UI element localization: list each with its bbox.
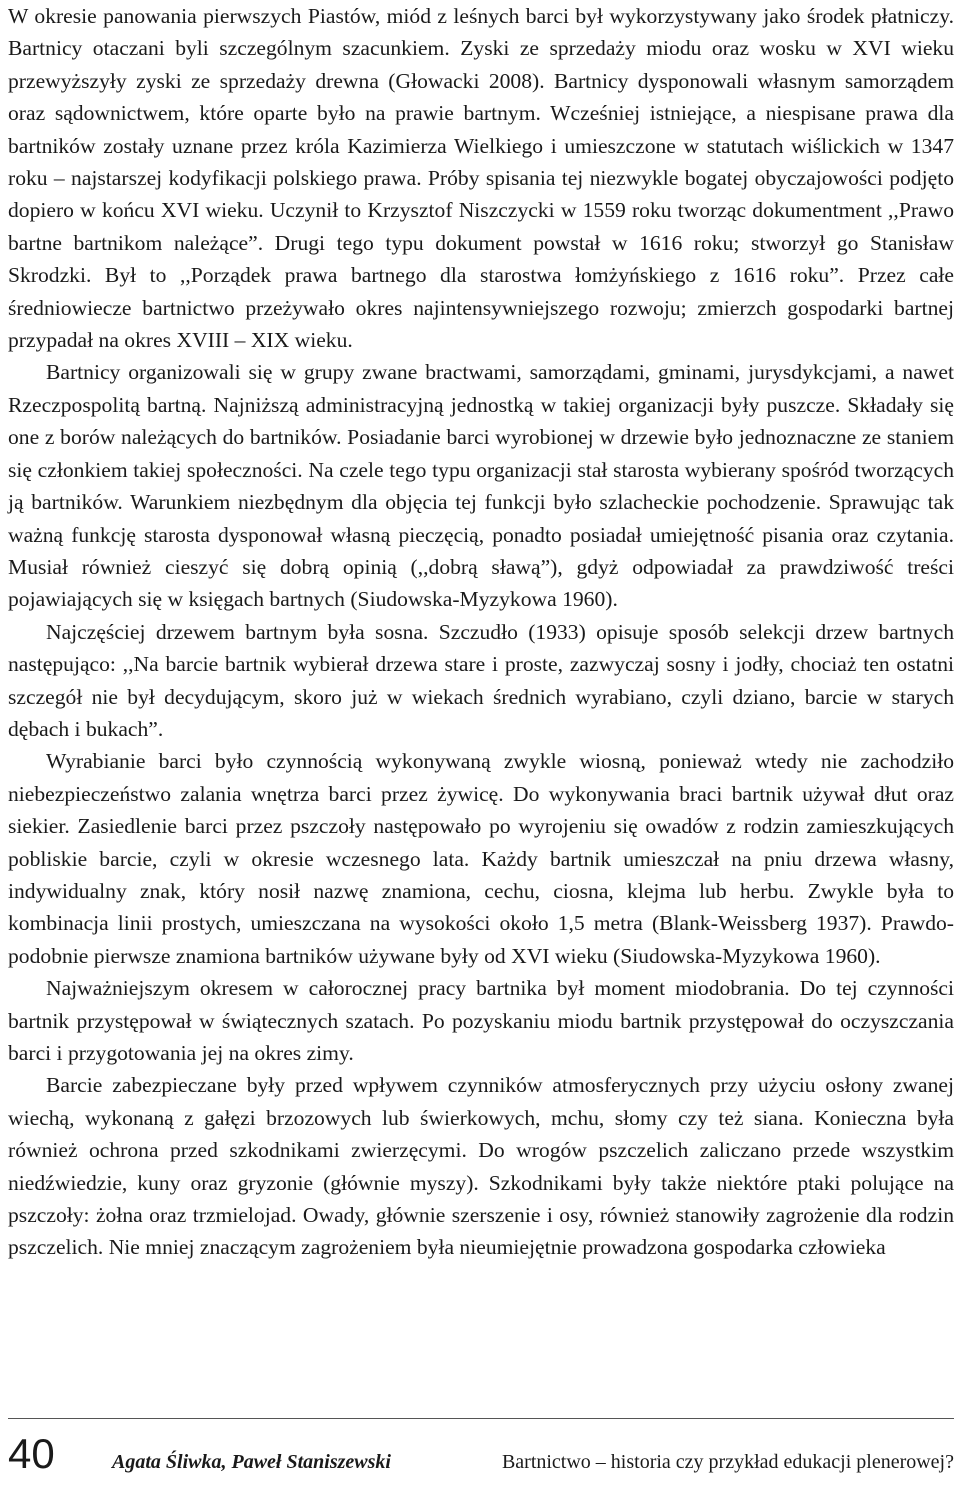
paragraph: Najważniejszym okresem w całorocznej pracy bartnika był moment miodobrania. Do tej czynności bartnik przystępował w świątecznych szatach. Po pozyskaniu miodu bartnik przystępował do oczyszczania barci i przygotowania jej na okres zimy. (8, 976, 954, 1065)
paragraph: W okresie panowania pierwszych Piastów, miód z leśnych barci był wykorzystywany jako środek płatniczy. Bartnicy otaczani byli szczególnym szacunkiem. Zyski ze sprzedaży miodu oraz wosku w XVI wieku przewyższyły zyski ze sprzedaży drewna (Głowacki 2008). Bartnicy dysponowali własnym samorządem oraz sądownictwem, które oparte było na prawie bartnym. Wcześniej istniejące, a niespisane prawa dla bartników zostały uznane przez króla Kazimierza Wielkiego i umieszczone w statutach wiślickich w 1347 roku – najstarszej kodyfikacji polskiego prawa. Próby spisania tej niezwykle bogatej obyczajowości podjęto dopiero w końcu XVI wieku. Uczynił to Krzysztof Niszczycki w 1559 roku tworząc dokumentment ,,Prawo bartne bartnikom należące”. Drugi tego typu dokument powstał w 1616 roku; stworzył go Stanisław Skrodzki. Był to ,,Porządek prawa bartnego dla starostwa łomżyńskiego z 1616 roku”. Przez całe średniowiecze bartnictwo przeżywało okres najintensywniejszego rozwoju; zmierzch gospodarki bartnej przypadał na okres XVIII – XIX wieku. (8, 4, 954, 353)
paragraph: Bartnicy organizowali się w grupy zwane bractwami, samorządami, gminami, jurysdykcjami, a nawet Rzeczpospolitą bartną. Najniższą administracyjną jednostką w takiej organizacji były puszcze. Składały się one z borów należących do bartników. Posiadanie barci wyrobionej w drzewie było jednoznaczne ze staniem się członkiem takiej społeczności. Na czele tego typu organizacji stał starosta wybierany spośród tworzących ją bartników. Warunkiem niezbędnym dla objęcia tej funkcji było szlacheckie pochodzenie. Sprawując tak ważną funkcję starosta dysponował własną pieczęcią, ponadto posiadał umiejętność pisania oraz czytania. Musiał również cieszyć się dobrą opinią (,,dobrą sławą”), gdyż odpowiadał za prawdziwość treści pojawiających się w księgach bartnych (Siudowska-Myzykowa 1960). (8, 360, 954, 612)
footer-rule (8, 1418, 954, 1419)
page-body (8, 0, 954, 1264)
paragraph: Barcie zabezpieczane były przed wpływem czynników atmosferycznych przy użyciu osłony zwanej wiechą, wykonaną z gałęzi brzozowych lub świerkowych, mchu, słomy czy też siana. Konieczna była również ochrona przed szkodnikami zwierzęcymi. Do wrogów pszczelich zaliczano przede wszystkim niedźwiedzie, kuny oraz gryzonie (głównie myszy). Szkodnikami były także niektóre ptaki polujące na pszczoły: żołna oraz trzmielojad. Owady, głównie szerszenie i osy, również stanowiły zagrożenie dla rodzin pszczelich. Nie mniej znaczącym zagrożeniem była nieumiejętnie prowadzona gospodarka człowieka (8, 1073, 954, 1260)
paragraph: Wyrabianie barci było czynnością wykonywaną zwykle wiosną, ponieważ wtedy nie zachodziło niebezpieczeństwo zalania wnętrza barci przez żywicę. Do wykonywania braci bartnik używał dłut oraz siekier. Zasiedlenie barci przez pszczoły następowało po wyrojeniu się owadów z rodzin zamieszkujących pobliskie barcie, czyli w okresie wczesnego lata. Każdy bartnik umieszczał na pniu drzewa własny, indywidualny znak, który nosił nazwę znamiona, cechu, ciosna, klejma lub herbu. Zwykle była to kombinacja linii prostych, umieszczana na wysokości około 1,5 metra (Blank-Weissberg 1937). Prawdopodobnie pierwsze znamiona bartników używane były od XVI wieku (Siudowska-Myzykowa 1960). (8, 749, 954, 968)
footer-running-title: Bartnictwo – historia czy przykład edukacji plenerowej? (501, 1451, 954, 1473)
paragraph: Najczęściej drzewem bartnym była sosna. Szczudło (1933) opisuje sposób selekcji drzew bartnych następująco: ,,Na barcie bartnik wybierał drzewa stare i proste, zazwyczaj sosny i jodły, chociaż ten ostatni szczegół nie był decydującym, skoro już w wiekach średnich wyrabiano, czyli dziano, barcie w starych dębach i bukach”. (8, 619, 954, 741)
footer-authors: Agata Śliwka, Paweł Staniszewski (112, 1451, 391, 1473)
page-number: 40 (8, 1430, 55, 1477)
